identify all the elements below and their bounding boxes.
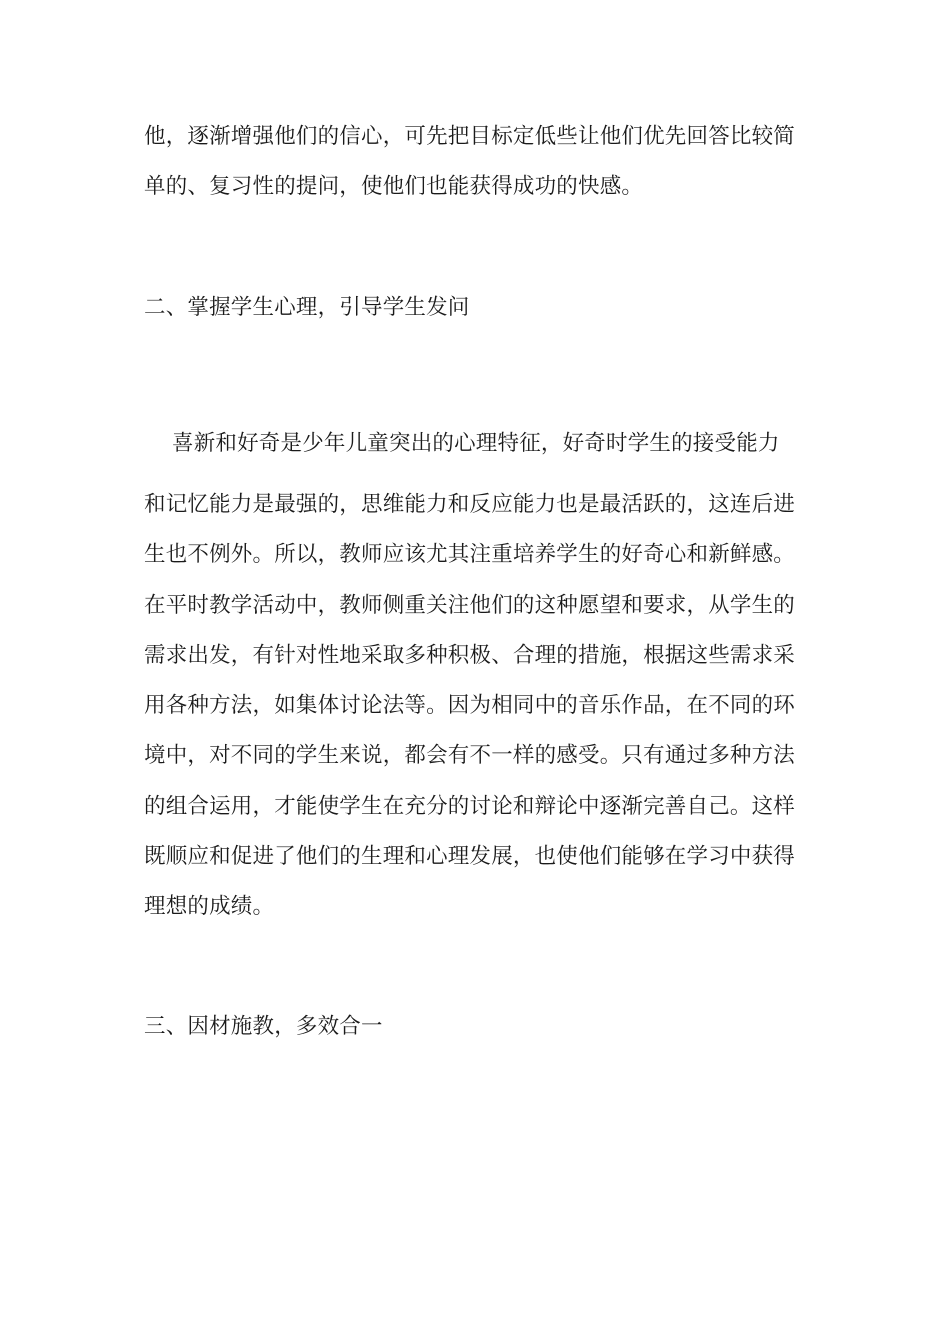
section-heading-2: 二、掌握学生心理，引导学生发问 <box>144 295 470 320</box>
paragraph-2-line-6: 用各种方法，如集体讨论法等。因为相同中的音乐作品，在不同的环 <box>144 693 796 718</box>
section-heading-3: 三、因材施教，多效合一 <box>144 1014 383 1039</box>
paragraph-2-line-4: 在平时教学活动中，教师侧重关注他们的这种愿望和要求，从学生的 <box>144 593 796 618</box>
paragraph-2-line-10: 理想的成绩。 <box>144 894 275 919</box>
paragraph-2-line-7: 境中，对不同的学生来说，都会有不一样的感受。只有通过多种方法 <box>144 743 796 768</box>
paragraph-2-line-9: 既顺应和促进了他们的生理和心理发展，也使他们能够在学习中获得 <box>144 844 796 869</box>
paragraph-2-line-3: 生也不例外。所以，教师应该尤其注重培养学生的好奇心和新鲜感。 <box>144 542 796 567</box>
paragraph-1-line-2: 单的、复习性的提问，使他们也能获得成功的快感。 <box>144 174 644 199</box>
paragraph-2-line-5: 需求出发，有针对性地采取多种积极、合理的措施，根据这些需求采 <box>144 643 796 668</box>
paragraph-1-line-1: 他，逐渐增强他们的信心，可先把目标定低些让他们优先回答比较简 <box>144 124 796 149</box>
paragraph-2-line-8: 的组合运用，才能使学生在充分的讨论和辩论中逐渐完善自己。这样 <box>144 794 796 819</box>
paragraph-2-line-1: 喜新和好奇是少年儿童突出的心理特征，好奇时学生的接受能力 <box>172 431 780 456</box>
paragraph-2-line-2: 和记忆能力是最强的，思维能力和反应能力也是最活跃的，这连后进 <box>144 492 796 517</box>
